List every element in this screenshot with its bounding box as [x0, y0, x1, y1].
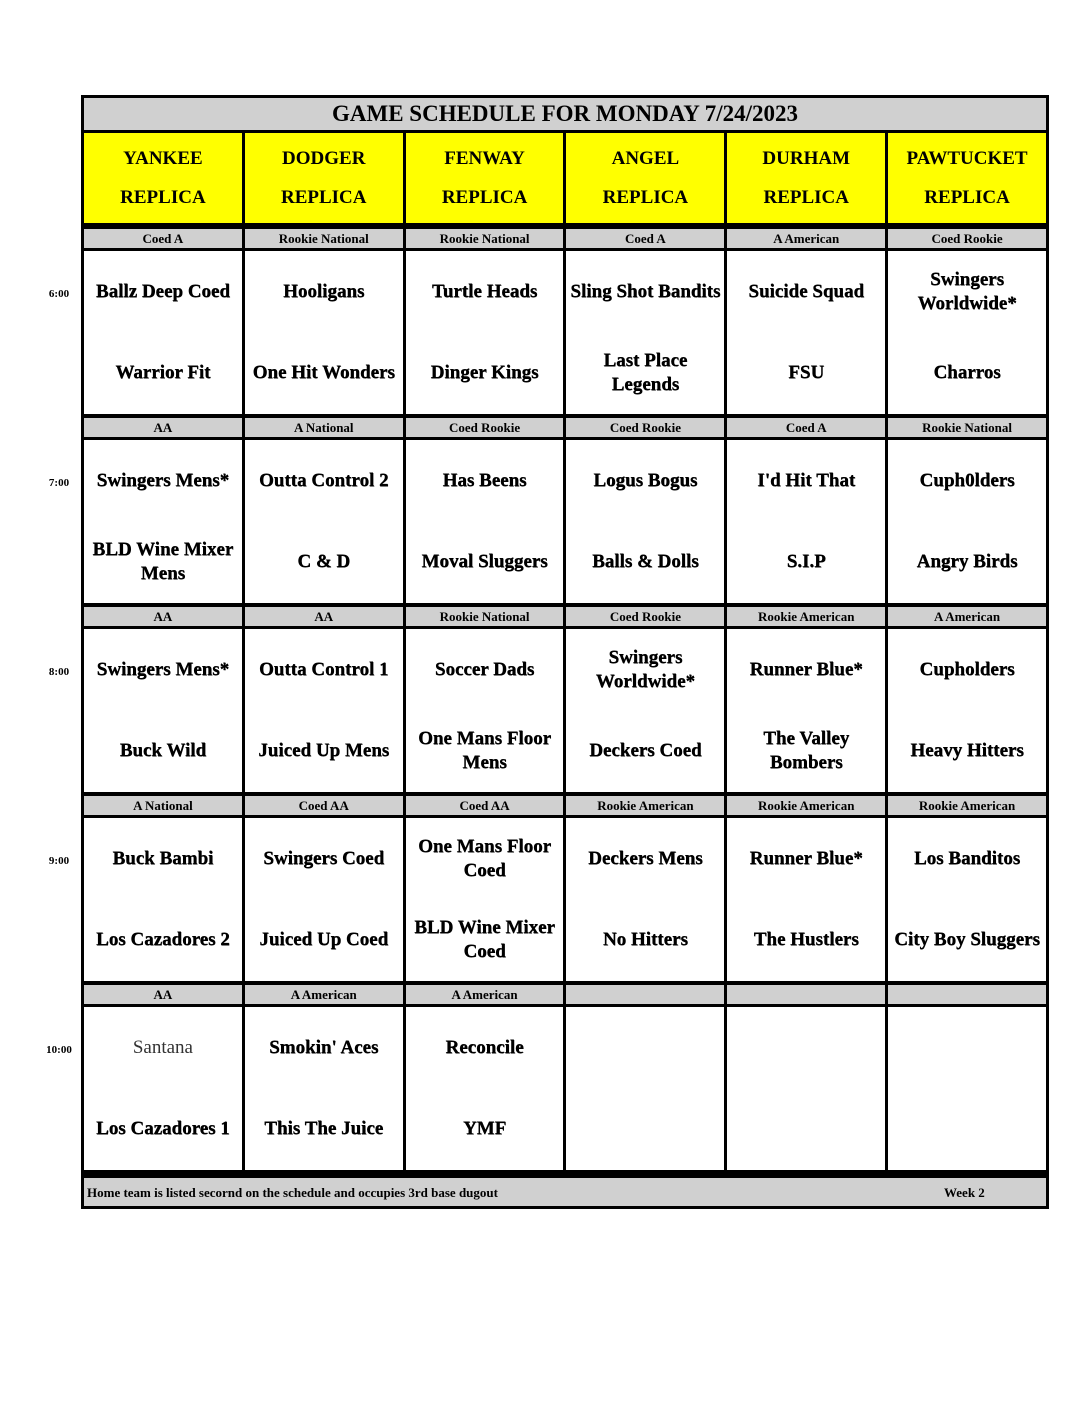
- division-label: Rookie American: [888, 796, 1046, 815]
- away-team: Buck Bambi: [112, 847, 214, 869]
- away-team: Cuph0lders: [919, 469, 1015, 491]
- away-team: Cupholders: [919, 658, 1015, 680]
- game-cell: [566, 440, 724, 603]
- division-label: A National: [245, 418, 403, 437]
- game-cell: [888, 251, 1046, 414]
- game-cell: [406, 440, 564, 603]
- home-team: BLD Wine Mixer Mens: [92, 539, 234, 585]
- game-row: [84, 818, 1046, 981]
- field-header-durham: [727, 133, 885, 223]
- week-label: Week 2: [944, 1185, 985, 1200]
- game-cell: [888, 818, 1046, 981]
- home-team: [727, 1089, 885, 1171]
- division-label: Coed Rookie: [566, 418, 724, 437]
- game-cell: [84, 1007, 242, 1170]
- schedule-sheet: [81, 95, 1049, 1209]
- game-cell: [566, 818, 724, 981]
- division-label: Rookie National: [245, 229, 403, 248]
- away-team: Suicide Squad: [748, 280, 865, 302]
- time-slot-label: 9:00: [48, 855, 70, 867]
- game-cell: [84, 440, 242, 603]
- field-sub: REPLICA: [120, 186, 206, 208]
- division-label: Rookie National: [406, 229, 564, 248]
- game-cell: [566, 629, 724, 792]
- game-cell: [406, 251, 564, 414]
- division-label: AA: [84, 418, 242, 437]
- home-team: Warrior Fit: [115, 362, 211, 384]
- game-cell: [727, 1007, 885, 1170]
- game-cell: [84, 251, 242, 414]
- away-team: One Mans Floor Coed: [418, 835, 552, 881]
- schedule-footer: [84, 1178, 1046, 1206]
- division-label: AA: [245, 607, 403, 626]
- field-sub: REPLICA: [763, 186, 849, 208]
- game-cell: [888, 1007, 1046, 1170]
- division-label: Coed AA: [245, 796, 403, 815]
- home-team: Juiced Up Coed: [259, 929, 389, 951]
- division-label: Rookie American: [727, 796, 885, 815]
- away-team: Swingers Worldwide*: [595, 646, 696, 692]
- field-name: PAWTUCKET: [906, 147, 1028, 169]
- division-row: [84, 796, 1046, 815]
- field-name: YANKEE: [123, 147, 203, 169]
- away-team: Swingers Mens*: [96, 469, 230, 491]
- home-team: This The Juice: [264, 1118, 384, 1140]
- away-team: Runner Blue*: [749, 847, 863, 869]
- away-team: Deckers Mens: [588, 847, 703, 869]
- division-label: A National: [84, 796, 242, 815]
- game-row: [84, 629, 1046, 792]
- division-label: Coed Rookie: [888, 229, 1046, 248]
- division-label: Rookie American: [727, 607, 885, 626]
- home-team: Dinger Kings: [430, 362, 539, 384]
- division-label: AA: [84, 985, 242, 1004]
- time-slot-label: 10:00: [46, 1044, 72, 1056]
- game-cell: [245, 440, 403, 603]
- division-row: [84, 607, 1046, 626]
- game-cell: [406, 1007, 564, 1170]
- away-team: Logus Bogus: [593, 469, 698, 491]
- home-team: Angry Birds: [916, 551, 1018, 573]
- field-sub: REPLICA: [280, 186, 367, 208]
- field-header-dodger: [245, 133, 403, 223]
- field-header-angel: [566, 133, 724, 223]
- home-team: City Boy Sluggers: [894, 929, 1040, 951]
- field-header-fenway: [406, 133, 564, 223]
- game-cell: [727, 629, 885, 792]
- home-team: One Mans Floor Mens: [418, 728, 552, 774]
- division-label: A American: [727, 229, 885, 248]
- away-team: [566, 1007, 724, 1089]
- game-cell: [84, 629, 242, 792]
- game-cell: [245, 818, 403, 981]
- field-sub: REPLICA: [602, 186, 689, 208]
- game-cell: [566, 1007, 724, 1170]
- home-team: Moval Sluggers: [421, 551, 548, 573]
- schedule-title: GAME SCHEDULE FOR MONDAY 7/24/2023: [84, 98, 1046, 130]
- home-team: [566, 1089, 724, 1171]
- away-team: Hooligans: [283, 280, 365, 302]
- game-row: [84, 440, 1046, 603]
- field-name: ANGEL: [611, 147, 680, 169]
- away-team: Swingers Coed: [263, 847, 385, 869]
- away-team: Outta Control 2: [259, 469, 389, 491]
- division-label: A American: [406, 985, 564, 1004]
- division-label: [727, 985, 885, 1004]
- home-team: Balls & Dolls: [592, 551, 699, 573]
- game-cell: [888, 629, 1046, 792]
- time-slot-label: 7:00: [48, 477, 70, 489]
- home-team: Last Place Legends: [603, 350, 688, 396]
- game-cell: [406, 629, 564, 792]
- home-team: Heavy Hitters: [910, 740, 1024, 762]
- home-team: Charros: [933, 362, 1001, 384]
- home-team: Buck Wild: [119, 740, 207, 762]
- home-team: Juiced Up Mens: [258, 740, 390, 762]
- field-header-row: [84, 133, 1046, 223]
- field-name: FENWAY: [444, 147, 525, 169]
- division-label: Rookie National: [888, 418, 1046, 437]
- field-header-pawtucket: [888, 133, 1046, 223]
- home-team: The Valley Bombers: [763, 728, 850, 774]
- division-row: [84, 985, 1046, 1004]
- game-cell: [245, 251, 403, 414]
- home-team: YMF: [462, 1118, 507, 1140]
- division-label: Coed A: [566, 229, 724, 248]
- away-team: Ballz Deep Coed: [95, 280, 230, 302]
- division-label: Coed AA: [406, 796, 564, 815]
- away-team: I'd Hit That: [757, 469, 856, 491]
- home-team: [888, 1089, 1046, 1171]
- away-team: Sling Shot Bandits: [570, 280, 721, 302]
- away-team: Soccer Dads: [434, 658, 535, 680]
- division-label: A American: [245, 985, 403, 1004]
- field-header-yankee: [84, 133, 242, 223]
- game-cell: [888, 440, 1046, 603]
- home-team: C & D: [297, 551, 351, 573]
- time-slot-label: 8:00: [48, 666, 70, 678]
- game-cell: [727, 440, 885, 603]
- away-team: Outta Control 1: [259, 658, 389, 680]
- time-slot-label: 6:00: [48, 288, 70, 300]
- field-sub: REPLICA: [441, 186, 528, 208]
- field-sub: REPLICA: [924, 186, 1010, 208]
- home-team: The Hustlers: [753, 929, 859, 951]
- field-name: DURHAM: [762, 147, 851, 169]
- home-team: Deckers Coed: [589, 740, 702, 762]
- division-row: [84, 229, 1046, 248]
- game-cell: [566, 251, 724, 414]
- away-team: Swingers Worldwide*: [917, 268, 1017, 314]
- division-label: AA: [84, 607, 242, 626]
- field-name: DODGER: [282, 147, 366, 169]
- division-row: [84, 418, 1046, 437]
- home-team-note: Home team is listed secornd on the schedule and occupies 3rd base dugout: [87, 1185, 498, 1200]
- away-team: Runner Blue*: [749, 658, 863, 680]
- home-team: Los Cazadores 1: [96, 1118, 230, 1140]
- game-cell: [727, 251, 885, 414]
- home-team: No Hitters: [602, 929, 688, 951]
- division-label: Coed A: [727, 418, 885, 437]
- division-label: [566, 985, 724, 1004]
- division-label: [888, 985, 1046, 1004]
- division-label: Rookie American: [566, 796, 724, 815]
- away-team: Smokin' Aces: [269, 1036, 379, 1058]
- away-team: Has Beens: [442, 469, 527, 491]
- division-label: Coed Rookie: [566, 607, 724, 626]
- game-row: [84, 1007, 1046, 1170]
- home-team: Los Cazadores 2: [96, 929, 230, 951]
- game-cell: [727, 818, 885, 981]
- away-team: Reconcile: [445, 1036, 524, 1058]
- game-cell: [245, 629, 403, 792]
- home-team: FSU: [788, 362, 825, 384]
- away-team: [888, 1007, 1046, 1089]
- game-row: [84, 251, 1046, 414]
- division-label: Coed Rookie: [406, 418, 564, 437]
- home-team: BLD Wine Mixer Coed: [414, 917, 555, 963]
- away-team: Santana: [132, 1036, 193, 1058]
- home-team: S.I.P: [786, 551, 826, 573]
- away-team: Los Banditos: [913, 847, 1021, 869]
- division-label: Coed A: [84, 229, 242, 248]
- home-team: One Hit Wonders: [252, 362, 395, 384]
- game-cell: [245, 1007, 403, 1170]
- division-label: Rookie National: [406, 607, 564, 626]
- away-team: Swingers Mens*: [96, 658, 230, 680]
- game-cell: [406, 818, 564, 981]
- away-team: Turtle Heads: [431, 280, 538, 302]
- division-label: A American: [888, 607, 1046, 626]
- away-team: [727, 1007, 885, 1089]
- game-cell: [84, 818, 242, 981]
